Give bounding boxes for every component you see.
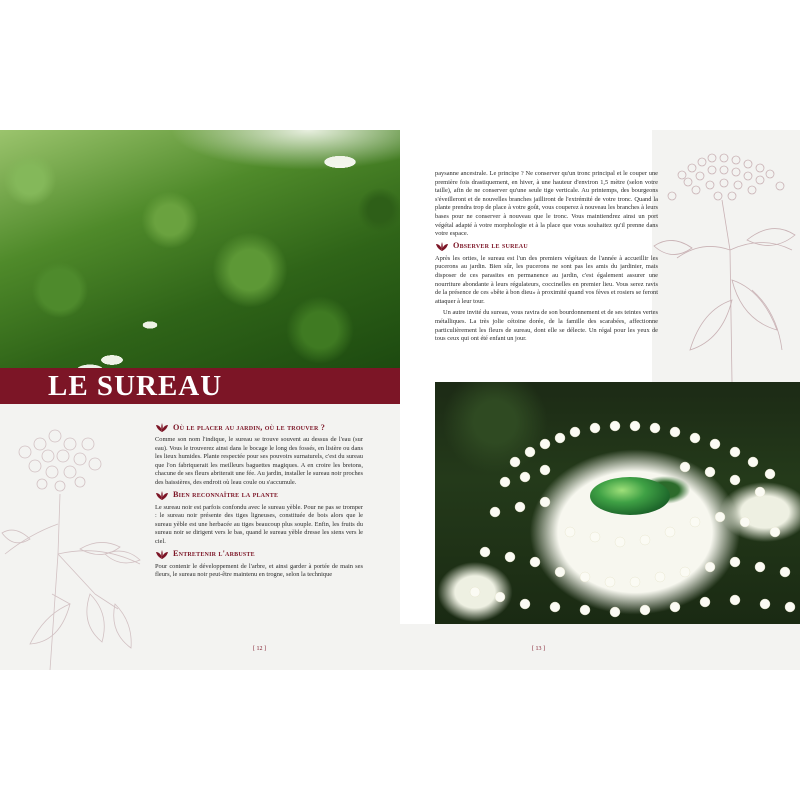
paragraph: Pour contenir le développement de l'arbre, et ainsi garder à portée de main ses fleurs, le sureau noir peut-être maintenu en trogne, selon la technique <box>155 562 363 579</box>
section-heading: Où le placer au jardin, où le trouver ? <box>155 423 363 433</box>
page-number-right: [ 13 ] <box>532 646 545 652</box>
section-placement <box>155 423 363 488</box>
right-illustration-panel <box>652 130 800 382</box>
leaf-ornament-icon <box>435 242 449 252</box>
elderflower-beetle-photo <box>435 382 800 624</box>
section-heading: Bien reconnaître la plante <box>155 491 363 501</box>
leaf-ornament-icon <box>155 491 169 501</box>
paragraph: Le sureau noir est parfois confondu avec le sureau yèble. Pour ne pas se tromper : le sureau noir présente des tiges ligneuses, constituée de bois alors que le sureau yèble est une herbacée au tiges beaucoup plus souple. Enfin, les fruits du sureau noir se dirigent vers le bas, quand le sureau yèble dresse les siens vers le ciel. <box>155 503 363 545</box>
page-title: LE SUREAU <box>48 370 223 402</box>
leaf-ornament-icon <box>155 550 169 560</box>
bottom-strip <box>400 624 800 670</box>
elder-botanical-illustration-icon <box>0 404 150 670</box>
page-number-left: [ 12 ] <box>253 646 266 652</box>
flower-cluster <box>19 430 101 491</box>
leaf-ornament-icon <box>155 423 169 433</box>
right-text-column <box>435 170 658 347</box>
title-band <box>0 368 400 404</box>
section-heading: Entretenir l'arbuste <box>155 550 363 560</box>
section-recognize <box>155 491 363 547</box>
right-page <box>400 130 800 670</box>
sky-patch <box>170 130 400 170</box>
rose-chafer-beetle <box>590 477 670 515</box>
paragraph: paysanne ancestrale. Le principe ? Ne conserver qu'un tronc principal et le couper une première fois drastiquement, en hiver, à une hauteur d'environ 1,5 mètre (selon votre taille), afin de ne conserver qu'une seule tige verticale. Au printemps, des bourgeons s'éveilleront et de nouvelles branches jailliront de l'extrémité de votre tronc. Quand la plante prendra trop de place à votre goût, vous couperez à nouveau les branches à leurs bases pour ne conserver à nouveau que le tronc. Vous maintiendrez ainsi un port végétal adapté à votre morphologie et à la place que vous souhaitez qu'il prenne dans votre espace. <box>435 170 658 238</box>
elder-tree-photo <box>0 130 400 368</box>
paragraph: Après les orties, le sureau est l'un des premiers végétaux de l'année à accueillir les pucerons au jardin. Bien sûr, les pucerons ne sont pas les amis du jardinier, mais disposer de ces parasites en permanence au jardin, c'est également assurer une nourriture abondante à leurs régulateurs, coccinelles en premier lieu. Vous serez ravis de la présence de ces «bête à bon dieu» à proximité quand vos fèves et rosiers se feront attaquer à leur tour. <box>435 254 658 305</box>
section-maintain <box>155 550 363 580</box>
elder-berries-illustration-icon <box>652 130 800 382</box>
section-heading: Observer le sureau <box>435 242 658 252</box>
paragraph: Un autre invité du sureau, vous ravira de son bourdonnement et de ses teintes vertes métalliques. La très jolie cétoine dorée, de la famille des scarabées, affectionne particulièrement les fleurs de sureau, dont elle se délecte. Un régal pour les yeux de tous ceux qui ont été enfant un jour. <box>435 309 658 343</box>
section-observe <box>435 242 658 344</box>
paragraph: Comme son nom l'indique, le sureau se trouve souvent au dessus de l'eau (sur eau). Vous le trouverez ainsi dans le bocage le long des fossés, en lisière ou dans les lieux humides. Plante respectée pour ses pouvoirs surnaturels, c'est du sureau que l'on fabriquerait les meilleurs baguettes magiques. A en croire les bretons, chacune de ses fleurs abriterait une fée. Au jardin, installer le sureau noir proches des baissières, des endroit où leau coule ou s'accumule. <box>155 436 363 486</box>
left-page <box>0 130 400 670</box>
left-text-column <box>155 420 363 583</box>
